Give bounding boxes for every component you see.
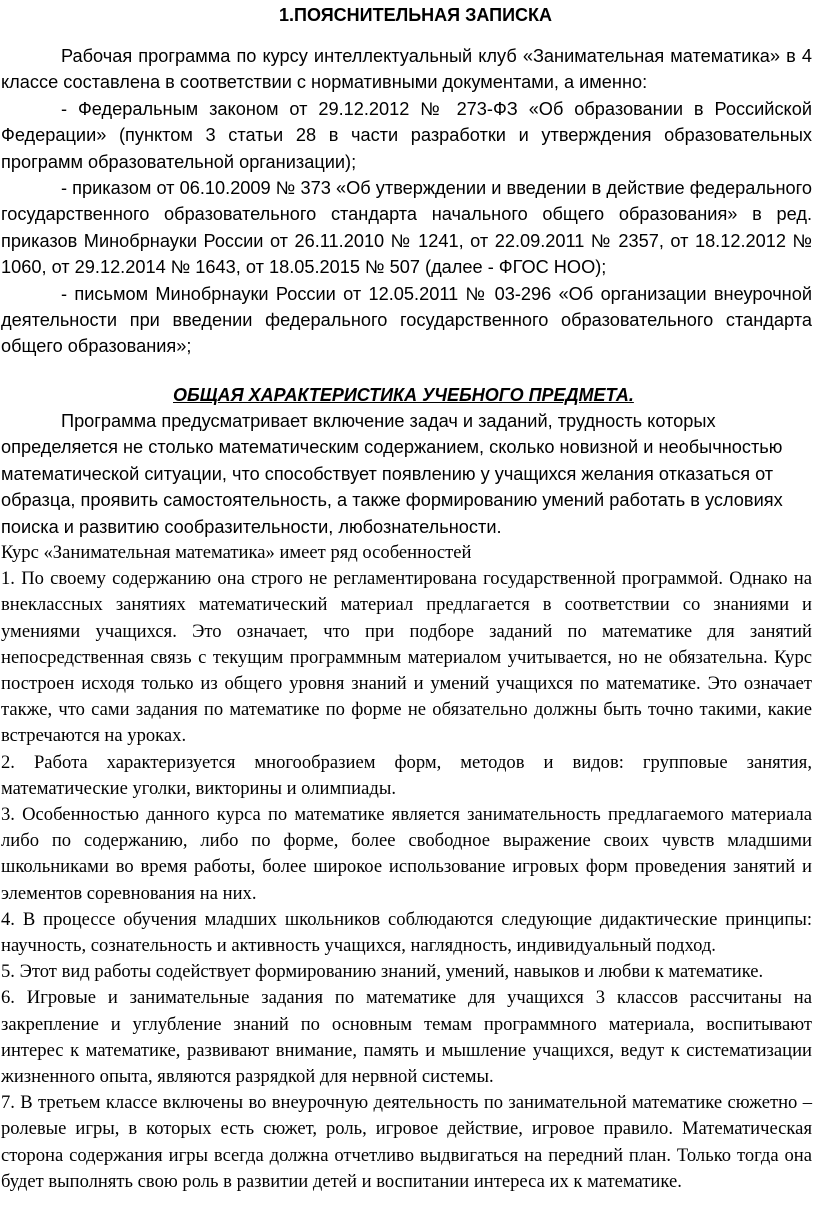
feature-item-1: 1. По своему содержанию она строго не регламентирована государственной программой. Однако на внеклассных занятиях математический материал предлагается в соответствии со знаниями и умениями учащихся. Это означает, что при подборе заданий по математике для занятий непосредственная связь с текущим программным материалом учитывается, но не обязательна. Курс построен исходя только из общего уровня знаний и умений учащихся по математике. Это означает также, что сами задания по математике по форме не обязательно должны быть точно такими, какие встречаются на уроках. xyxy=(1,568,812,747)
law-item-2: - приказом от 06.10.2009 № 373 «Об утверждении и введении в действие федерального государственного образовательного стандарта начального общего образования» в ред. приказов Минобрнауки России от 26.11.2010 № 1241, от 22.09.2011 № 2357, от 18.12.2012 № 1060, от 29.12.2014 № 1643, от 18.05.2015 № 507 (далее - ФГОС НОО); xyxy=(1,178,812,278)
law-item-1: - Федеральным законом от 29.12.2012 № 273-ФЗ «Об образовании в Российской Федерации» (пунктом 3 статьи 28 в части разработки и утверждения образовательных программ образовательной организации); xyxy=(1,98,812,172)
feature-item-3: 3. Особенностью данного курса по математике является занимательность предлагаемого материала либо по содержанию, либо по форме, более свободное выражение своих чувств младшими школьниками во время работы, более широкое использование игровых форм проведения занятий и элементов соревнования на них. xyxy=(1,803,812,904)
feature-item-6: 6. Игровые и занимательные задания по математике для учащихся 3 классов рассчитаны на закрепление и углубление знаний по основным темам программного материала, воспитывают интерес к математике, развивают внимание, память и мышление учащихся, ведут к систематизации жизненного опыта, являются разрядкой для нервной системы. xyxy=(1,987,812,1087)
feature-item-4: 4. В процессе обучения младших школьников соблюдаются следующие дидактические принципы: научность, сознательность и активность учащихся, наглядность, индивидуальный подход. xyxy=(1,908,812,956)
section-heading: ОБЩАЯ ХАРАКТЕРИСТИКА УЧЕБНОГО ПРЕДМЕТА. xyxy=(173,384,634,405)
intro-paragraph: Рабочая программа по курсу интеллектуальный клуб «Занимательная математика» в 4 классе составлена в соответствии с нормативными документами, а именно: xyxy=(1,46,812,93)
feature-item-5: 5. Этот вид работы содействует формированию знаний, умений, навыков и любви к математике. xyxy=(1,961,764,983)
law-item-3: - письмом Минобрнауки России от 12.05.2011 № 03-296 «Об организации внеурочной деятельности при введении федерального государственного образовательного стандарта общего образования»; xyxy=(1,283,812,357)
feature-item-2: 2. Работа характеризуется многообразием форм, методов и видов: групповые занятия, математические уголки, викторины и олимпиады. xyxy=(1,751,812,799)
feature-item-7: 7. В третьем классе включены во внеурочную деятельность по занимательной математике сюжетно – ролевые игры, в которых есть сюжет, роль, игровое действие, игровое правило. Математическая сторона содержания игры всегда должна отчетливо выдвигаться на передний план. Только тогда она будет выполнять свою роль в развитии детей и воспитании интереса их к математике. xyxy=(1,1092,812,1192)
features-intro: Курс «Занимательная математика» имеет ряд особенностей xyxy=(1,541,472,563)
document-title: 1.ПОЯСНИТЕЛЬНАЯ ЗАПИСКА xyxy=(279,5,552,25)
program-paragraph: Программа предусматривает включение задач и заданий, трудность которых определяется не столько математическим содержанием, сколько новизной и необычностью математической ситуации, что способствует появлению у учащихся желания отказаться от образца, проявить самостоятельность, а также формированию умений работать в условиях поиска и развитию сообразительности, любознательности. xyxy=(1,410,783,537)
